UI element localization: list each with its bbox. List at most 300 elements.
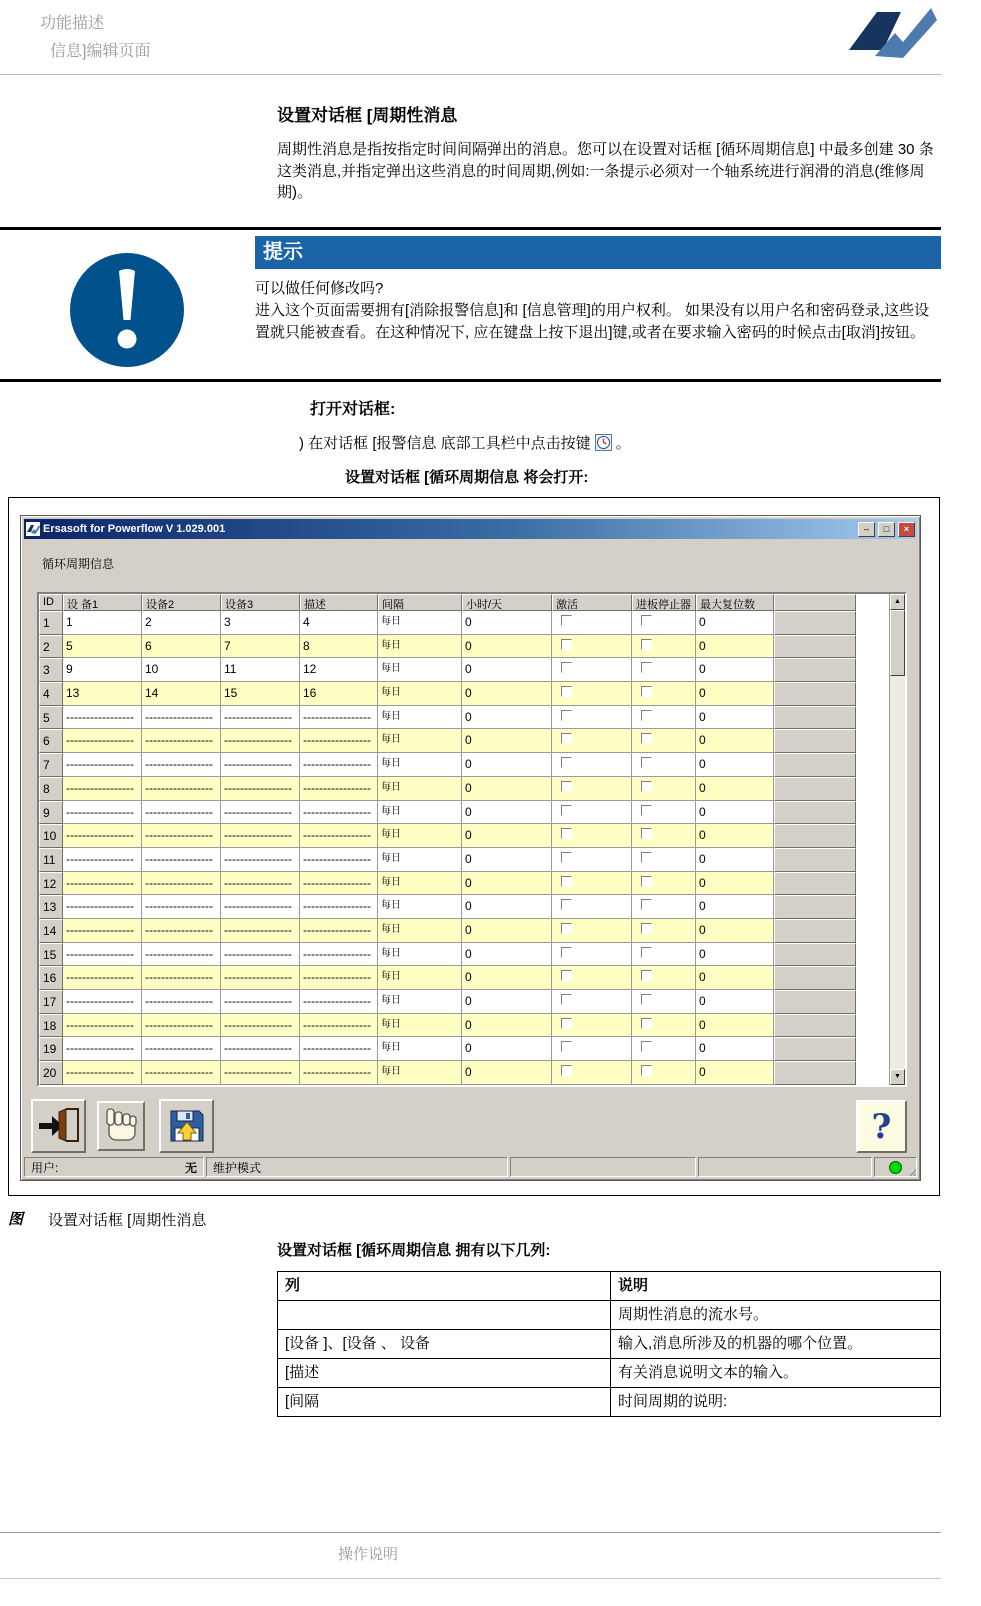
hours-cell[interactable]: 0 [462, 801, 552, 825]
description-cell[interactable]: ----------------- [300, 848, 378, 872]
active-checkbox[interactable] [561, 781, 572, 792]
row-id-cell[interactable]: 20 [39, 1061, 63, 1085]
step-instruction [299, 432, 631, 453]
column-name-cell: [描述 [278, 1359, 611, 1388]
device2-cell[interactable]: ----------------- [142, 966, 221, 990]
max-resets-cell[interactable]: 0 [696, 658, 774, 682]
device2-cell[interactable]: ----------------- [142, 919, 221, 943]
grid-row[interactable] [39, 990, 856, 1014]
stopper-checkbox[interactable] [641, 1041, 652, 1052]
max-resets-cell[interactable]: 0 [696, 872, 774, 896]
active-cell [552, 611, 632, 635]
max-resets-cell[interactable]: 0 [696, 635, 774, 659]
active-checkbox[interactable] [561, 899, 572, 910]
device1-cell[interactable]: ----------------- [63, 729, 142, 753]
row-id-cell[interactable]: 15 [39, 943, 63, 967]
interval-cell[interactable]: 每日 [378, 635, 462, 659]
mode-label: 维护模式 [213, 1160, 262, 1175]
col-header-maxreset[interactable]: 最大复位数 [696, 594, 774, 611]
table-row [278, 1301, 941, 1330]
device1-cell[interactable]: 13 [63, 682, 142, 706]
exit-door-icon [37, 1107, 81, 1145]
grid-row[interactable] [39, 682, 856, 706]
filler-cell [774, 824, 856, 848]
device1-cell[interactable]: ----------------- [63, 1014, 142, 1038]
filler-cell [774, 943, 856, 967]
stopper-cell [632, 801, 696, 825]
device3-cell[interactable]: ----------------- [221, 706, 300, 730]
device1-cell[interactable]: ----------------- [63, 706, 142, 730]
hours-cell[interactable]: 0 [462, 729, 552, 753]
device1-cell[interactable]: ----------------- [63, 990, 142, 1014]
save-button[interactable] [159, 1099, 214, 1153]
grid-row[interactable] [39, 872, 856, 896]
active-checkbox[interactable] [561, 1065, 572, 1076]
device2-cell[interactable]: ----------------- [142, 801, 221, 825]
max-resets-cell[interactable]: 0 [696, 611, 774, 635]
device2-cell[interactable]: ----------------- [142, 753, 221, 777]
message-grid [37, 592, 907, 1087]
max-resets-cell[interactable]: 0 [696, 753, 774, 777]
stopper-cell [632, 848, 696, 872]
device1-cell[interactable]: 9 [63, 658, 142, 682]
hours-cell[interactable]: 0 [462, 872, 552, 896]
stopper-checkbox[interactable] [641, 662, 652, 673]
grid-row[interactable] [39, 943, 856, 967]
col-header-id[interactable]: ID [39, 594, 63, 611]
interval-cell[interactable]: 每日 [378, 919, 462, 943]
description-cell[interactable]: ----------------- [300, 1037, 378, 1061]
device1-cell[interactable]: ----------------- [63, 848, 142, 872]
column-desc-header: 说明 [611, 1272, 941, 1301]
device3-cell[interactable]: ----------------- [221, 990, 300, 1014]
close-button[interactable]: × [898, 522, 915, 537]
notice-bottom-divider [0, 379, 941, 382]
device1-cell[interactable]: ----------------- [63, 919, 142, 943]
max-resets-cell[interactable]: 0 [696, 895, 774, 919]
device2-cell[interactable]: 6 [142, 635, 221, 659]
active-checkbox[interactable] [561, 805, 572, 816]
max-resets-cell[interactable]: 0 [696, 777, 774, 801]
column-desc-cell: 周期性消息的流水号。 [611, 1301, 941, 1330]
device2-cell[interactable]: ----------------- [142, 777, 221, 801]
interval-cell[interactable]: 每日 [378, 990, 462, 1014]
max-resets-cell[interactable]: 0 [696, 706, 774, 730]
status-empty-panel-1 [510, 1157, 696, 1177]
row-id-cell[interactable]: 7 [39, 753, 63, 777]
stopper-cell [632, 1037, 696, 1061]
hours-cell[interactable]: 0 [462, 966, 552, 990]
stopper-checkbox[interactable] [641, 899, 652, 910]
stopper-checkbox[interactable] [641, 805, 652, 816]
device3-cell[interactable]: 7 [221, 635, 300, 659]
hours-cell[interactable]: 0 [462, 706, 552, 730]
description-cell[interactable]: ----------------- [300, 801, 378, 825]
active-checkbox[interactable] [561, 970, 572, 981]
hours-cell[interactable]: 0 [462, 943, 552, 967]
dialog-opens-label: 设置对话框 [循环周期信息 将会打开: [345, 469, 589, 486]
max-resets-cell[interactable]: 0 [696, 801, 774, 825]
scroll-thumb[interactable] [890, 610, 905, 676]
interval-cell[interactable]: 每日 [378, 966, 462, 990]
interval-cell[interactable]: 每日 [378, 658, 462, 682]
stopper-checkbox[interactable] [641, 639, 652, 650]
row-id-cell[interactable]: 3 [39, 658, 63, 682]
description-cell[interactable]: ----------------- [300, 824, 378, 848]
max-resets-cell[interactable]: 0 [696, 1061, 774, 1085]
device2-cell[interactable]: 14 [142, 682, 221, 706]
hours-cell[interactable]: 0 [462, 824, 552, 848]
row-id-cell[interactable]: 9 [39, 801, 63, 825]
filler-cell [774, 658, 856, 682]
max-resets-cell[interactable]: 0 [696, 1037, 774, 1061]
col-header-device2[interactable]: 设备2 [142, 594, 221, 611]
device3-cell[interactable]: ----------------- [221, 801, 300, 825]
device3-cell[interactable]: ----------------- [221, 1037, 300, 1061]
vertical-scrollbar[interactable] [889, 594, 905, 1085]
hours-cell[interactable]: 0 [462, 682, 552, 706]
interval-cell[interactable]: 每日 [378, 824, 462, 848]
device3-cell[interactable]: ----------------- [221, 1061, 300, 1085]
grid-row[interactable] [39, 753, 856, 777]
active-checkbox[interactable] [561, 923, 572, 934]
row-id-cell[interactable]: 13 [39, 895, 63, 919]
max-resets-cell[interactable]: 0 [696, 824, 774, 848]
help-button[interactable] [856, 1100, 907, 1153]
device2-cell[interactable]: ----------------- [142, 729, 221, 753]
active-checkbox[interactable] [561, 686, 572, 697]
scroll-up-button[interactable]: ▲ [890, 594, 905, 610]
active-cell [552, 824, 632, 848]
grid-row[interactable] [39, 848, 856, 872]
interval-cell[interactable]: 每日 [378, 611, 462, 635]
device2-cell[interactable]: ----------------- [142, 706, 221, 730]
row-id-cell[interactable]: 18 [39, 1014, 63, 1038]
col-header-active[interactable]: 激活 [552, 594, 632, 611]
active-checkbox[interactable] [561, 994, 572, 1005]
hours-cell[interactable]: 0 [462, 990, 552, 1014]
active-checkbox[interactable] [561, 710, 572, 721]
stopper-cell [632, 753, 696, 777]
filler-cell [774, 729, 856, 753]
column-desc-cell: 输入,消息所涉及的机器的哪个位置。 [611, 1330, 941, 1359]
device3-cell[interactable]: ----------------- [221, 729, 300, 753]
stopper-checkbox[interactable] [641, 1018, 652, 1029]
max-resets-cell[interactable]: 0 [696, 729, 774, 753]
device2-cell[interactable]: ----------------- [142, 895, 221, 919]
device3-cell[interactable]: ----------------- [221, 943, 300, 967]
description-cell[interactable]: ----------------- [300, 872, 378, 896]
row-id-cell[interactable]: 2 [39, 635, 63, 659]
interval-cell[interactable]: 每日 [378, 682, 462, 706]
grid-row[interactable] [39, 611, 856, 635]
description-cell[interactable]: ----------------- [300, 990, 378, 1014]
description-cell[interactable]: ----------------- [300, 729, 378, 753]
description-cell[interactable]: ----------------- [300, 919, 378, 943]
filler-cell [774, 801, 856, 825]
description-cell[interactable]: ----------------- [300, 1014, 378, 1038]
device1-cell[interactable]: ----------------- [63, 1061, 142, 1085]
active-cell [552, 1014, 632, 1038]
device3-cell[interactable]: 11 [221, 658, 300, 682]
stopper-cell [632, 824, 696, 848]
row-id-cell[interactable]: 1 [39, 611, 63, 635]
active-checkbox[interactable] [561, 1018, 572, 1029]
device2-cell[interactable]: ----------------- [142, 943, 221, 967]
grid-row[interactable] [39, 1037, 856, 1061]
device1-cell[interactable]: ----------------- [63, 943, 142, 967]
grid-row[interactable] [39, 706, 856, 730]
periodic-message-button-icon [595, 434, 612, 451]
grid-group-label: 循环周期信息 [42, 557, 115, 571]
header-chapter: 功能描述 [40, 15, 105, 32]
hours-cell[interactable]: 0 [462, 753, 552, 777]
description-cell[interactable]: ----------------- [300, 777, 378, 801]
device1-cell[interactable]: ----------------- [63, 824, 142, 848]
description-cell[interactable]: ----------------- [300, 966, 378, 990]
row-id-cell[interactable]: 11 [39, 848, 63, 872]
active-cell [552, 990, 632, 1014]
row-id-cell[interactable]: 5 [39, 706, 63, 730]
hours-cell[interactable]: 0 [462, 635, 552, 659]
message-grid-body [39, 611, 905, 1085]
max-resets-cell[interactable]: 0 [696, 682, 774, 706]
stopper-checkbox[interactable] [641, 1065, 652, 1076]
stopper-cell [632, 919, 696, 943]
stopper-checkbox[interactable] [641, 615, 652, 626]
row-id-cell[interactable]: 12 [39, 872, 63, 896]
max-resets-cell[interactable]: 0 [696, 966, 774, 990]
window-titlebar[interactable] [24, 519, 917, 539]
row-id-cell[interactable]: 16 [39, 966, 63, 990]
description-cell[interactable]: ----------------- [300, 706, 378, 730]
grid-row[interactable] [39, 658, 856, 682]
description-cell[interactable]: 8 [300, 635, 378, 659]
hours-cell[interactable]: 0 [462, 919, 552, 943]
active-cell [552, 1037, 632, 1061]
hours-cell[interactable]: 0 [462, 1037, 552, 1061]
device1-cell[interactable]: ----------------- [63, 777, 142, 801]
stopper-checkbox[interactable] [641, 970, 652, 981]
grid-row[interactable] [39, 777, 856, 801]
footer-divider [0, 1532, 941, 1533]
interval-cell[interactable]: 每日 [378, 1014, 462, 1038]
device2-cell[interactable]: 10 [142, 658, 221, 682]
stopper-checkbox[interactable] [641, 686, 652, 697]
grid-row[interactable] [39, 895, 856, 919]
hours-cell[interactable]: 0 [462, 611, 552, 635]
grid-row[interactable] [39, 801, 856, 825]
device1-cell[interactable]: ----------------- [63, 872, 142, 896]
device3-cell[interactable]: ----------------- [221, 966, 300, 990]
active-checkbox[interactable] [561, 662, 572, 673]
stopper-cell [632, 729, 696, 753]
filler-cell [774, 848, 856, 872]
column-name-cell [278, 1301, 611, 1330]
col-header-filler [774, 594, 856, 611]
col-header-device1[interactable]: 设 备1 [63, 594, 142, 611]
row-id-cell[interactable]: 6 [39, 729, 63, 753]
figure-label: 图 [8, 1211, 24, 1228]
row-id-cell[interactable]: 10 [39, 824, 63, 848]
page-title: 设置对话框 [周期性消息 [277, 106, 458, 125]
active-checkbox[interactable] [561, 828, 572, 839]
stopper-checkbox[interactable] [641, 757, 652, 768]
device3-cell[interactable]: ----------------- [221, 872, 300, 896]
stopper-checkbox[interactable] [641, 828, 652, 839]
col-header-interval[interactable]: 间隔 [378, 594, 462, 611]
stopper-cell [632, 943, 696, 967]
device1-cell[interactable]: ----------------- [63, 753, 142, 777]
description-cell[interactable]: 12 [300, 658, 378, 682]
filler-cell [774, 682, 856, 706]
interval-cell[interactable]: 每日 [378, 729, 462, 753]
row-id-cell[interactable]: 14 [39, 919, 63, 943]
row-id-cell[interactable]: 17 [39, 990, 63, 1014]
resize-grip[interactable] [908, 1164, 917, 1177]
max-resets-cell[interactable]: 0 [696, 1014, 774, 1038]
active-cell [552, 848, 632, 872]
device1-cell[interactable]: ----------------- [63, 895, 142, 919]
stopper-checkbox[interactable] [641, 876, 652, 887]
stopper-checkbox[interactable] [641, 947, 652, 958]
active-cell [552, 753, 632, 777]
active-checkbox[interactable] [561, 615, 572, 626]
device3-cell[interactable]: ----------------- [221, 919, 300, 943]
maximize-button[interactable]: □ [878, 522, 895, 537]
description-cell[interactable]: ----------------- [300, 943, 378, 967]
hours-cell[interactable]: 0 [462, 777, 552, 801]
description-cell[interactable]: ----------------- [300, 1061, 378, 1085]
stopper-checkbox[interactable] [641, 733, 652, 744]
stopper-cell [632, 611, 696, 635]
stopper-cell [632, 682, 696, 706]
max-resets-cell[interactable]: 0 [696, 919, 774, 943]
minimize-button[interactable]: – [858, 522, 875, 537]
stopper-checkbox[interactable] [641, 923, 652, 934]
device2-cell[interactable]: ----------------- [142, 990, 221, 1014]
device1-cell[interactable]: ----------------- [63, 966, 142, 990]
device3-cell[interactable]: ----------------- [221, 824, 300, 848]
device2-cell[interactable]: ----------------- [142, 1014, 221, 1038]
stopper-cell [632, 1061, 696, 1085]
device1-cell[interactable]: 5 [63, 635, 142, 659]
stopper-checkbox[interactable] [641, 852, 652, 863]
device2-cell[interactable]: ----------------- [142, 824, 221, 848]
interval-cell[interactable]: 每日 [378, 801, 462, 825]
table-row [278, 1388, 941, 1417]
device3-cell[interactable]: ----------------- [221, 895, 300, 919]
grid-row[interactable] [39, 824, 856, 848]
stopper-cell [632, 990, 696, 1014]
active-checkbox[interactable] [561, 733, 572, 744]
col-header-hours[interactable]: 小时/天 [462, 594, 552, 611]
hours-cell[interactable]: 0 [462, 848, 552, 872]
device3-cell[interactable]: ----------------- [221, 753, 300, 777]
device3-cell[interactable]: 3 [221, 611, 300, 635]
description-cell[interactable]: 4 [300, 611, 378, 635]
device3-cell[interactable]: 15 [221, 682, 300, 706]
device1-cell[interactable]: ----------------- [63, 801, 142, 825]
interval-cell[interactable]: 每日 [378, 1037, 462, 1061]
status-user-panel [24, 1157, 204, 1177]
row-id-cell[interactable]: 4 [39, 682, 63, 706]
row-id-cell[interactable]: 19 [39, 1037, 63, 1061]
interval-cell[interactable]: 每日 [378, 848, 462, 872]
device2-cell[interactable]: ----------------- [142, 1061, 221, 1085]
interval-cell[interactable]: 每日 [378, 1061, 462, 1085]
step-text: ) 在对话框 [报警信息 底部工具栏中点击按键 [299, 435, 591, 452]
grid-row[interactable] [39, 966, 856, 990]
stopper-checkbox[interactable] [641, 710, 652, 721]
interval-cell[interactable]: 每日 [378, 895, 462, 919]
grid-row[interactable] [39, 1061, 856, 1085]
active-checkbox[interactable] [561, 757, 572, 768]
maintenance-hand-button[interactable] [97, 1101, 145, 1151]
col-header-device3[interactable]: 设备3 [221, 594, 300, 611]
device1-cell[interactable]: 1 [63, 611, 142, 635]
grid-row[interactable] [39, 635, 856, 659]
col-header-desc[interactable]: 描述 [300, 594, 378, 611]
scroll-down-button[interactable]: ▼ [890, 1069, 905, 1085]
interval-cell[interactable]: 每日 [378, 943, 462, 967]
device3-cell[interactable]: ----------------- [221, 848, 300, 872]
col-header-stopper[interactable]: 进板停止器 [632, 594, 696, 611]
exit-button[interactable] [31, 1099, 86, 1153]
grid-row[interactable] [39, 729, 856, 753]
max-resets-cell[interactable]: 0 [696, 990, 774, 1014]
interval-cell[interactable]: 每日 [378, 753, 462, 777]
stopper-cell [632, 706, 696, 730]
device3-cell[interactable]: ----------------- [221, 777, 300, 801]
grid-row[interactable] [39, 919, 856, 943]
max-resets-cell[interactable]: 0 [696, 943, 774, 967]
status-mode-panel [206, 1157, 508, 1177]
interval-cell[interactable]: 每日 [378, 872, 462, 896]
column-name-header: 列 [278, 1272, 611, 1301]
hours-cell[interactable]: 0 [462, 895, 552, 919]
user-label: 用户: [31, 1160, 59, 1175]
active-checkbox[interactable] [561, 852, 572, 863]
description-cell[interactable]: 16 [300, 682, 378, 706]
interval-cell[interactable]: 每日 [378, 706, 462, 730]
max-resets-cell[interactable]: 0 [696, 848, 774, 872]
grid-row[interactable] [39, 1014, 856, 1038]
device2-cell[interactable]: ----------------- [142, 848, 221, 872]
active-checkbox[interactable] [561, 876, 572, 887]
interval-cell[interactable]: 每日 [378, 777, 462, 801]
active-checkbox[interactable] [561, 947, 572, 958]
device3-cell[interactable]: ----------------- [221, 1014, 300, 1038]
stopper-checkbox[interactable] [641, 994, 652, 1005]
hours-cell[interactable]: 0 [462, 1061, 552, 1085]
hours-cell[interactable]: 0 [462, 1014, 552, 1038]
description-cell[interactable]: ----------------- [300, 895, 378, 919]
device2-cell[interactable]: ----------------- [142, 872, 221, 896]
device2-cell[interactable]: ----------------- [142, 1037, 221, 1061]
active-cell [552, 682, 632, 706]
device2-cell[interactable]: 2 [142, 611, 221, 635]
device1-cell[interactable]: ----------------- [63, 1037, 142, 1061]
filler-cell [774, 1061, 856, 1085]
filler-cell [774, 753, 856, 777]
description-cell[interactable]: ----------------- [300, 753, 378, 777]
hours-cell[interactable]: 0 [462, 658, 552, 682]
active-checkbox[interactable] [561, 639, 572, 650]
active-checkbox[interactable] [561, 1041, 572, 1052]
stopper-checkbox[interactable] [641, 781, 652, 792]
row-id-cell[interactable]: 8 [39, 777, 63, 801]
